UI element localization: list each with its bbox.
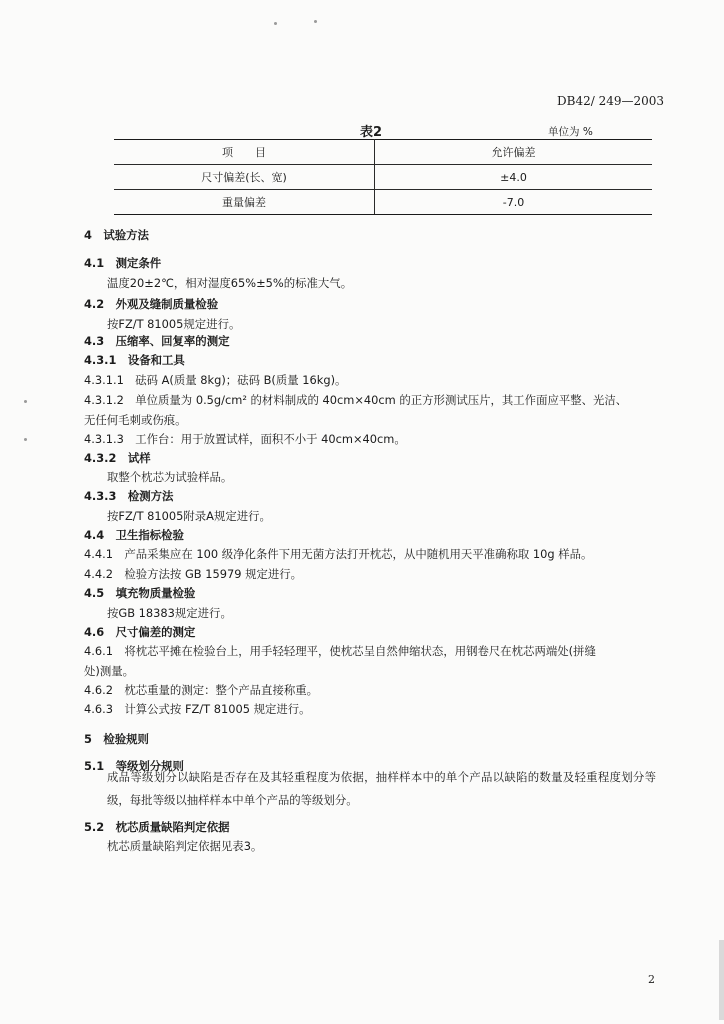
- subsection-heading: 4.4 卫生指标检验: [84, 528, 184, 542]
- body-text: 4.6.3 计算公式按 FZ/T 81005 规定进行。: [84, 702, 311, 716]
- body-text: 4.3.1.3 工作台：用于放置试样，面积不小于 40cm×40cm。: [84, 432, 406, 446]
- section-heading: 5 检验规则: [84, 732, 149, 746]
- body-text: 4.4.1 产品采集应在 100 级净化条件下用无菌方法打开枕芯，从中随机用天平准确称取 10g 样品。: [84, 547, 593, 561]
- table-row: [114, 190, 652, 215]
- body-paragraph: [84, 766, 656, 812]
- scan-edge: [719, 940, 724, 1020]
- subsection-heading: 4.2 外观及缝制质量检验: [84, 297, 219, 311]
- body-text: 无任何毛刺或伤痕。: [84, 413, 187, 427]
- subsection-heading: 4.3.3 检测方法: [84, 489, 174, 503]
- subsection-heading: 4.1 测定条件: [84, 256, 162, 270]
- subsection-heading: 4.3 压缩率、回复率的测定: [84, 334, 230, 348]
- table-unit: 单位为 %: [548, 126, 593, 138]
- scan-mark: [314, 20, 317, 23]
- body-text: 按GB 18383规定进行。: [107, 606, 232, 620]
- body-text: 4.3.1.1 砝码 A(质量 8kg)；砝码 B(质量 16kg)。: [84, 373, 347, 387]
- table-row: [114, 165, 652, 190]
- subsection-heading: 4.3.1 设备和工具: [84, 353, 185, 367]
- subsection-heading: 4.5 填充物质量检验: [84, 586, 196, 600]
- tolerance-table: [114, 139, 652, 215]
- body-text: 4.6.2 枕芯重量的测定：整个产品直接称重。: [84, 683, 319, 697]
- subsection-heading: 4.3.2 试样: [84, 451, 151, 465]
- paragraph-text: 成品等级划分以缺陷是否存在及其轻重程度为依据，抽样样本中的单个产品以缺陷的数量及轻重程度划分等级，每批等级以抽样样本中单个产品的等级划分。: [107, 770, 656, 807]
- table-header-cell: 项 目: [114, 140, 375, 165]
- table-cell: ±4.0: [375, 165, 653, 190]
- table-title: 表2: [360, 125, 383, 140]
- scan-mark: [24, 400, 27, 403]
- body-text: 4.6.1 将枕芯平摊在检验台上，用手轻轻理平，使枕芯呈自然伸缩状态，用钢卷尺在枕芯两端处(拼缝: [84, 644, 596, 658]
- table-header-row: [114, 140, 652, 165]
- body-text: 按FZ/T 81005规定进行。: [107, 317, 241, 331]
- body-text: 枕芯质量缺陷判定依据见表3。: [107, 839, 263, 853]
- scan-mark: [274, 22, 277, 25]
- body-text: 温度20±2℃，相对湿度65%±5%的标准大气。: [107, 276, 353, 290]
- page-number: 2: [648, 973, 655, 986]
- table-cell: -7.0: [375, 190, 653, 215]
- section-heading: 4 试验方法: [84, 228, 149, 242]
- scan-mark: [24, 438, 27, 441]
- subsection-heading: 5.2 枕芯质量缺陷判定依据: [84, 820, 230, 834]
- body-text: 处)测量。: [84, 664, 135, 678]
- body-text: 4.4.2 检验方法按 GB 15979 规定进行。: [84, 567, 303, 581]
- body-text: 取整个枕芯为试验样品。: [107, 470, 233, 484]
- table-cell: 尺寸偏差(长、宽): [114, 165, 375, 190]
- subsection-heading: 4.6 尺寸偏差的测定: [84, 625, 196, 639]
- body-text: 按FZ/T 81005附录A规定进行。: [107, 509, 271, 523]
- body-text: 4.3.1.2 单位质量为 0.5g/cm² 的材料制成的 40cm×40cm 的正方形测试压片，其工作面应平整、光洁、: [84, 393, 628, 407]
- subsection-heading: 5.1 等级划分规则: [84, 759, 184, 773]
- table-header-cell: 允许偏差: [375, 140, 653, 165]
- document-id: DB42/ 249—2003: [557, 94, 665, 108]
- table-cell: 重量偏差: [114, 190, 375, 215]
